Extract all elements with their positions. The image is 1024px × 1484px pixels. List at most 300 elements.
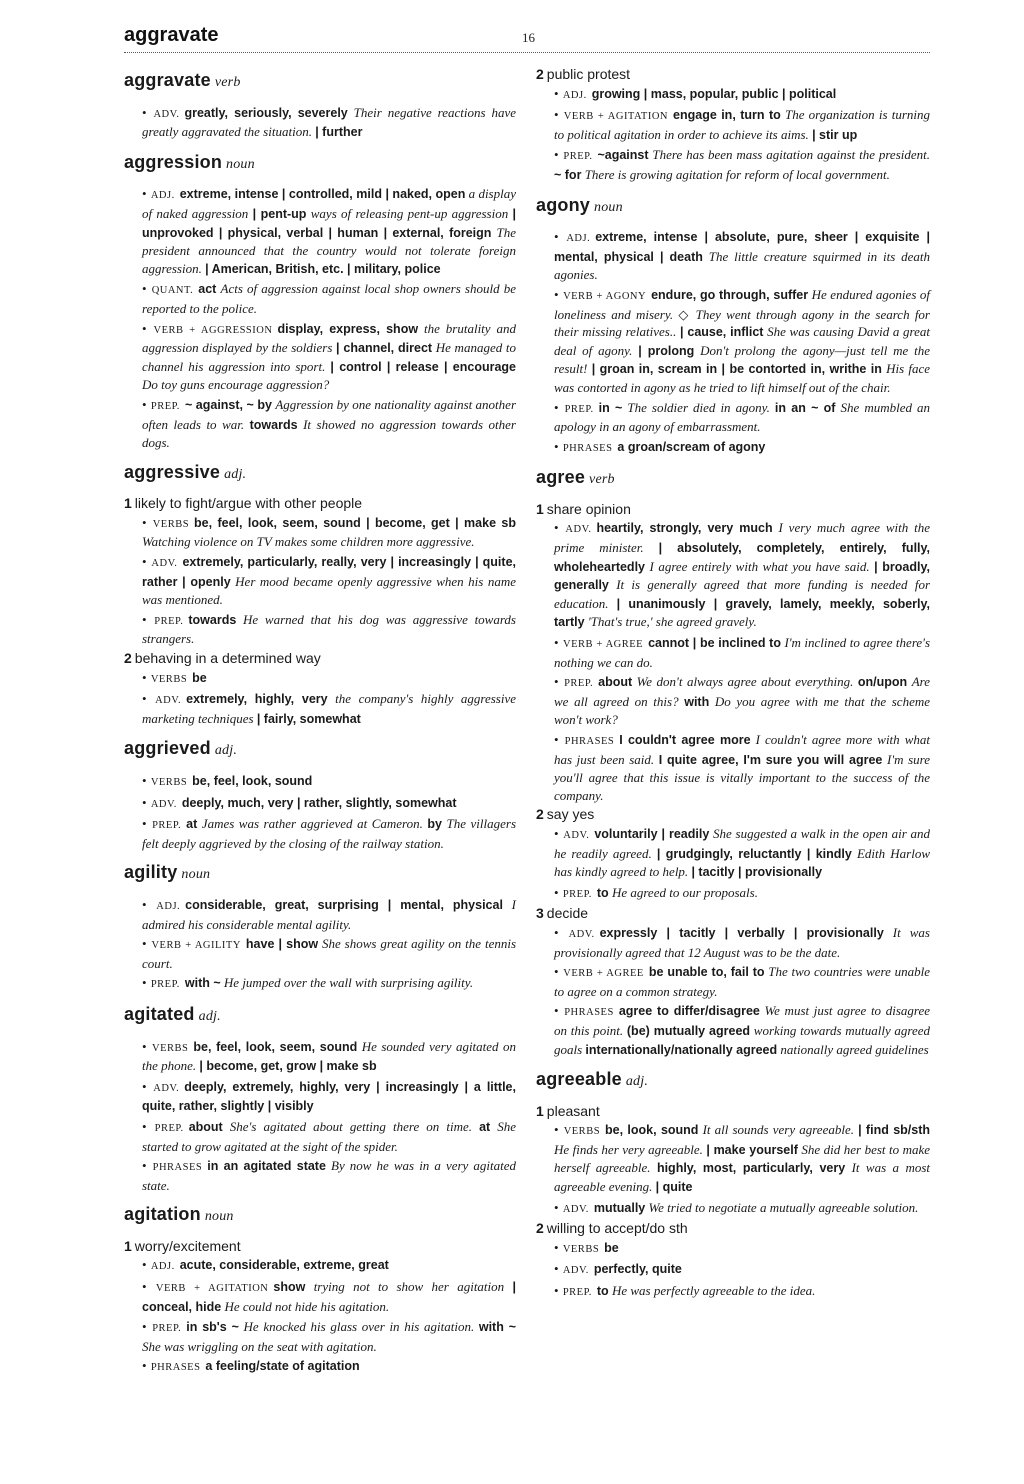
collocation-group [536,1199,930,1219]
example-text: There has been mass agitation against the president. [652,147,930,163]
collocate-text: | broadly, generally [554,559,930,593]
collocate-text: extreme, intense | absolute, pure, sheer | exquisite | mental, physical | death [554,230,930,264]
example-text: Acts of aggression against local shop owners should be reported to the police. [142,281,516,316]
collocate-text: about [188,1119,223,1134]
collocate-text: | fairly, somewhat [256,711,361,726]
example-text: He agreed to our proposals. [611,884,758,900]
running-headword: aggravate [124,24,219,46]
collocate-text: | control | release | encourage [330,359,517,374]
dictionary-entry [124,72,516,142]
headword-text: aggrieved [124,738,211,759]
collocation-label: • PHRASES [554,736,614,747]
collocation-group [124,974,516,994]
collocate-text: in an agitated state [207,1159,326,1174]
collocate-text: | make yourself [706,1142,798,1157]
example-text: We must just agree to disagree on this point. [554,1003,930,1038]
collocate-text: engage in, turn to [673,108,781,123]
collocation-label: • ADV. [142,1083,179,1094]
collocate-text: ~ for [554,167,582,182]
collocation-group [124,1118,516,1155]
example-text: trying not to show her agitation [313,1279,505,1295]
collocation-group [124,896,516,933]
example-text: Watching violence on TV makes some children more aggressive. [142,534,475,550]
collocate-text: highly, most, particularly, very [656,1161,846,1176]
entry-headword [124,461,516,484]
collocation-group [536,146,930,184]
collocation-label: • VERBS [142,674,187,685]
dictionary-entry [124,864,516,994]
collocate-text: considerable, great, surprising | mental, physical [185,897,503,912]
dictionary-entry [536,66,930,185]
collocate-text: | quite [655,1180,693,1195]
collocation-label: • PREP. [554,151,592,162]
collocation-label: • PREP. [142,1123,184,1134]
collocation-group [536,963,930,1000]
collocate-text: towards [249,417,298,432]
collocate-text: | American, British, etc. | military, police [205,261,441,276]
headword-text: agreeable [536,1069,622,1090]
collocate-text: | unprovoked | physical, verbal | human | external, foreign [142,206,517,240]
collocation-group [124,185,516,278]
collocation-label: • VERB + AGONY [554,291,646,302]
example-text: the company's highly aggressive marketing techniques [142,691,517,726]
collocation-group [536,286,930,397]
sense-number: 2 [536,1220,544,1237]
dictionary-entry [124,151,517,452]
collocation-label: • VERB + AGREE [554,639,643,650]
collocation-label: • PHRASES [554,443,612,454]
example-text: It all sounds very agreeable. [702,1122,854,1138]
collocate-text: act [198,282,217,297]
collocation-label: • ADJ. [142,190,175,201]
collocate-text: perfectly, quite [593,1262,682,1277]
collocation-group [124,1256,516,1276]
example-text: Do toy guns encourage aggression? [142,377,330,393]
example-text: He could not hide his agitation. [224,1298,390,1314]
sense-number: 1 [536,1102,544,1119]
collocation-group [124,1078,516,1116]
collocation-group [124,1318,516,1355]
sense-gloss: willing to accept/do sth [546,1220,688,1237]
collocation-group [124,772,516,792]
collocation-label: • PHRASES [554,1007,614,1018]
sense-gloss: behaving in a determined way [134,650,321,667]
collocate-text: deeply, much, very | rather, slightly, somewhat [181,795,457,810]
collocation-group [536,399,930,436]
collocate-text: with [684,694,710,709]
collocation-label: • PREP. [554,678,593,689]
part-of-speech: noun [226,156,255,172]
collocation-group [124,396,516,452]
example-text: I admired his considerable mental agility. [142,896,516,932]
collocation-label: • ADJ. [142,901,180,912]
example-text: The little creature squirmed in its death agonies. [554,248,931,283]
collocate-text: greatly, seriously, severely [184,105,348,120]
collocate-text: growing | mass, popular, public | political [591,86,837,101]
headword-text: aggression [124,151,223,172]
example-text: He sounded very agitated on the phone. [142,1038,516,1074]
example-text: Their negative reactions have greatly aggravated the situation. [142,104,516,140]
collocate-text: be [604,1240,619,1255]
collocation-group [124,794,516,814]
collocation-label: • VERB + AGITATION [142,1283,268,1294]
collocation-label: • VERBS [554,1244,599,1255]
collocation-label: • ADV. [554,524,591,535]
example-text: By now he was in a very agitated state. [142,1158,516,1193]
collocate-text: in ~ [598,400,623,415]
example-text: nationally agreed guidelines [780,1041,929,1057]
sense-gloss: decide [546,905,589,922]
example-text: I'm inclined to agree there's nothing we can do. [554,635,931,670]
collocation-label: • ADV. [142,799,177,810]
collocate-text: acute, considerable, extreme, great [179,1258,389,1273]
right-column [536,64,930,1314]
collocation-group [536,1282,930,1302]
collocate-text: be, feel, look, sound [192,774,313,788]
example-text: It was provisionally agreed that 12 August was to be the date. [554,924,930,960]
collocate-text: have | show [245,937,319,952]
collocation-label: • ADV. [142,109,179,120]
sense-heading [124,495,516,513]
collocate-text: | further [315,125,363,140]
sense-number: 2 [124,650,132,667]
example-text: He knocked his glass over in his agitation. [243,1319,475,1335]
collocation-group [536,884,930,904]
collocation-label: • ADV. [554,929,595,940]
entry-headword [536,469,930,489]
dictionary-entry [124,740,516,852]
example-text: I agree entirely with what you have said. [649,558,870,574]
example-text: He was perfectly agreeable to the idea. [611,1283,816,1299]
dictionary-entry [536,194,931,458]
entry-headword [536,194,930,217]
sense-gloss: share opinion [546,500,631,517]
example-text: He finds her very agreeable. [554,1141,703,1157]
collocate-text: by [427,817,442,832]
part-of-speech: noun [594,199,623,215]
example-text: He managed to channel his aggression into sport. [142,340,516,374]
example-text: She shows great agility on the tennis court. [142,936,517,971]
part-of-speech: noun [181,867,211,883]
example-text: 'That's true,' she agreed gravely. [587,614,757,630]
collocation-label: • PHRASES [142,1162,202,1173]
collocate-text: | grudgingly, reluctantly | kindly [656,846,852,861]
collocate-text: agree to differ/disagree [618,1004,760,1019]
example-text: He jumped over the wall with surprising agility. [223,975,474,991]
collocate-text: ~against [597,148,649,163]
dictionary-entry [124,1003,517,1194]
entry-headword [124,72,516,92]
collocate-text: be [192,670,207,685]
example-text: I very much agree with the prime minister. [554,520,931,556]
collocation-label: • ADV. [142,695,181,706]
collocate-text: towards [188,612,237,627]
example-text: James was rather aggrieved at Cameron. [201,816,423,832]
collocation-group [124,514,516,551]
example-text: He endured agonies of loneliness and misery. ◇ They went through agony in the search for their missing relatives.. [554,286,930,340]
collocation-label: • PREP. [142,616,183,627]
example-text: She was wriggling on the seat with agitation. [142,1338,377,1354]
sense-number: 2 [536,806,544,823]
example-text: Don't prolong the agony—just tell me the result! [554,342,931,377]
collocate-text: deeply, extremely, highly, very | increasingly | a little, quite, rather, slightly | visibly [142,1079,516,1114]
collocate-text: heartily, strongly, very much [596,521,773,536]
sense-gloss: pleasant [546,1102,600,1119]
example-text: She started to grow agitated at the sight of the spider. [142,1118,517,1154]
collocate-text: | unanimously | gravely, lamely, meekly, soberly, tartly [554,596,930,630]
example-text: We don't always agree about everything. [636,674,854,690]
collocation-group [124,1038,516,1076]
entry-headword [124,864,516,884]
sense-gloss: worry/excitement [134,1237,241,1254]
example-text: a display of naked aggression [142,186,516,221]
collocate-text: extremely, particularly, really, very | increasingly | quite, rather | openly [142,555,516,589]
collocate-text: about [598,675,633,690]
collocate-text: | channel, direct [336,341,433,356]
collocation-group [536,1121,930,1196]
headword-text: agree [536,467,586,488]
left-column [124,64,516,1389]
collocation-label: • ADV. [554,830,589,841]
collocation-group [536,731,930,804]
part-of-speech: adj. [198,1008,221,1024]
collocate-text: to [596,1284,609,1299]
collocation-label: • QUANT. [142,285,193,296]
collocation-group [536,85,930,105]
collocation-group [124,280,516,317]
collocate-text: with ~ [478,1320,516,1335]
headword-text: agility [124,862,178,883]
collocate-text: | find sb/sth [858,1123,930,1138]
collocation-label: • PREP. [554,889,592,900]
example-text: She suggested a walk in the open air and he readily agreed. [554,825,931,861]
collocate-text: I couldn't agree more [619,733,751,747]
example-text: the brutality and aggression displayed by the soldiers [142,320,516,356]
collocation-group [124,690,516,728]
example-text: The two countries were unable to agree on a common strategy. [554,964,930,999]
example-text: I couldn't agree more with what has just been said. [554,732,930,767]
collocation-label: • PREP. [142,979,180,990]
collocate-text: with ~ [184,976,221,991]
collocation-label: • VERBS [142,777,187,788]
collocation-label: • PREP. [142,820,181,831]
entry-headword [124,1003,516,1026]
part-of-speech: adj. [625,1074,649,1090]
collocation-label: • VERBS [554,1126,600,1137]
example-text: It was a most agreeable evening. [554,1160,931,1195]
collocate-text: be unable to, fail to [648,965,765,980]
dictionary-entry [536,1071,930,1302]
headword-text: aggressive [124,461,221,482]
collocate-text: endure, go through, suffer [651,287,809,302]
collocation-group [124,669,516,689]
example-text: She did her best to make herself agreeable. [554,1141,931,1176]
running-header [124,22,930,53]
collocation-group [536,106,930,144]
collocation-group [536,1239,930,1259]
part-of-speech: noun [204,1209,234,1225]
collocation-label: • VERBS [142,1043,188,1054]
headword-text: agitated [124,1003,195,1024]
example-text: working towards mutually agreed goals [554,1022,931,1057]
example-text: The soldier died in agony. [627,399,770,415]
collocation-label: • ADJ. [554,233,590,244]
collocate-text: extreme, intense | controlled, mild | naked, open [179,187,466,202]
collocation-label: • VERB + AGILITY [142,940,241,951]
collocate-text: be, feel, look, seem, sound | become, get | make sb [194,515,516,530]
collocation-group [536,438,930,458]
dictionary-entry [124,1206,516,1377]
example-text: ways of releasing pent-up aggression [310,205,509,221]
sense-heading [536,1220,930,1238]
collocation-label: • PREP. [554,1287,592,1298]
collocation-group [124,1278,516,1316]
example-text: Her mood became openly aggressive when his name was mentioned. [142,573,516,608]
sense-number: 1 [124,495,132,512]
example-text: She mumbled an apology in an agony of embarrassment. [554,399,931,435]
collocate-text: I quite agree, I'm sure you will agree [658,752,883,767]
collocate-text: a groan/scream of agony [617,439,766,454]
collocate-text: | pent-up [252,206,307,221]
collocation-group [124,1357,516,1377]
part-of-speech: verb [589,472,615,488]
collocation-label: • ADJ. [142,1261,175,1272]
example-text: She's agitated about getting there on time. [229,1118,472,1134]
entry-headword [124,1206,516,1226]
sense-heading [124,650,516,668]
collocate-text: be, look, sound [605,1123,699,1138]
sense-number: 3 [536,905,544,922]
collocation-group [536,1002,930,1059]
collocation-label: • PREP. [142,1323,181,1334]
collocate-text: a feeling/state of agitation [205,1359,360,1374]
sense-number: 1 [536,500,544,517]
collocate-text: at [186,817,198,832]
part-of-speech: verb [214,75,241,90]
collocate-text: voluntarily | readily [594,826,710,841]
collocation-group [124,320,516,394]
headword-text: aggravate [124,70,211,90]
sense-heading [536,66,930,84]
entry-headword [124,740,516,760]
collocate-text: | stir up [812,127,858,142]
example-text: She was causing David a great deal of agony. [554,324,930,358]
example-text: Do you agree with me that the scheme won't work? [554,693,930,728]
example-text: The villagers felt deeply aggrieved by the closing of the railway station. [142,816,517,851]
collocate-text: | groan in, scream in | be contorted in, writhe in [591,362,882,377]
example-text: Are we all agreed on this? [554,674,930,709]
collocate-text: | conceal, hide [142,1280,516,1314]
example-text: We tried to negotiate a mutually agreeable solution. [648,1199,919,1215]
collocation-label: • ADV. [142,558,177,569]
collocation-group [536,924,930,961]
page-number: 16 [522,30,535,45]
sense-gloss: likely to fight/argue with other people [134,495,363,512]
collocation-group [536,825,930,882]
collocation-group [536,1260,930,1280]
collocate-text: mutually [593,1200,646,1215]
collocation-label: • PREP. [554,404,594,415]
collocation-group [124,553,516,609]
collocation-label: • ADV. [554,1265,589,1276]
collocate-text: display, express, show [277,321,419,336]
collocate-text: internationally/nationally agreed [585,1042,778,1057]
collocation-label: • PHRASES [142,1362,200,1373]
collocation-label: • ADV. [554,1204,589,1215]
sense-heading [536,806,930,824]
collocation-label: • VERBS [142,519,189,530]
collocation-label: • VERB + AGREE [554,968,644,979]
collocate-text: cannot | be inclined to [648,636,781,651]
sense-gloss: say yes [546,806,595,823]
collocate-text: expressly | tacitly | verbally | provisionally [599,925,884,940]
example-text: The organization is turning to political agitation in order to achieve its aims. [554,107,931,142]
collocation-group [536,634,930,671]
collocate-text: in an ~ of [774,400,836,415]
collocation-label: • ADJ. [554,90,587,101]
collocate-text: ~ against, ~ by [184,397,272,412]
sense-heading [536,1103,930,1121]
sense-heading [536,905,930,923]
example-text: Aggression by one nationality against another often leads to war. [142,396,517,432]
example-text: It is generally agreed that more funding is needed for education. [554,577,931,611]
collocation-group [536,519,930,632]
sense-heading [124,1238,516,1256]
collocate-text: to [596,885,609,900]
collocate-text: | absolutely, completely, entirely, fully, wholeheartedly [554,541,931,574]
collocate-text: in sb's ~ [186,1320,239,1335]
entry-headword [124,151,516,174]
sense-number: 2 [536,66,544,82]
example-text: There is growing agitation for reform of local government. [584,166,890,182]
example-text: He warned that his dog was aggressive towards strangers. [142,611,516,647]
collocation-group [536,228,930,284]
collocate-text: | cause, inflict [680,325,764,340]
collocate-text: show [273,1280,306,1295]
collocation-group [124,611,516,648]
collocation-group [124,815,516,852]
collocation-group [124,935,516,972]
collocate-text: be, feel, look, seem, sound [193,1039,358,1054]
example-text: Edith Harlow has kindly agreed to help. [554,845,930,880]
dictionary-entry [536,469,930,1059]
collocation-group [124,104,516,142]
example-text: I'm sure you'll agree that this issue is vitally important to the success of the company. [554,751,931,803]
collocate-text: (be) mutually agreed [626,1023,751,1038]
sense-heading [536,501,930,519]
collocate-text: on/upon [857,675,908,690]
collocate-text: extremely, highly, very [186,692,328,707]
collocation-group [124,1157,516,1194]
headword-text: agony [536,194,591,215]
entry-headword [536,1071,930,1091]
collocate-text: at [479,1119,491,1134]
example-text: His face was contorted in agony as he tried to lift himself out of the chair. [554,361,931,395]
part-of-speech: adj. [224,466,247,482]
example-text: It showed no aggression towards other dogs. [142,416,516,451]
collocation-group [536,673,930,729]
collocation-label: • VERB + AGGRESSION [142,325,272,336]
example-text: The president announced that the country would not tolerate foreign aggression. [142,224,517,276]
collocation-label: • VERB + AGITATION [554,111,668,122]
dictionary-entry [124,461,517,729]
headword-text: agitation [124,1204,201,1225]
collocation-label: • PREP. [142,401,180,412]
collocate-text: | tacitly | provisionally [691,865,823,880]
part-of-speech: adj. [214,743,238,759]
collocate-text: | prolong [638,343,695,358]
collocate-text: | become, get, grow | make sb [199,1059,377,1074]
